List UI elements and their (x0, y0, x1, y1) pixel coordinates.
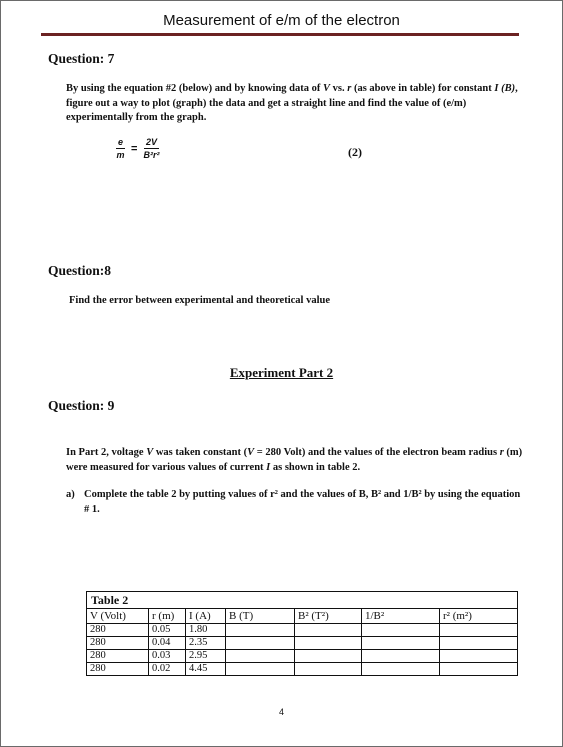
question-9-item-a (66, 487, 526, 517)
table-cell-empty[interactable] (440, 663, 518, 676)
table-caption-row (87, 592, 518, 609)
table-cell: 0.02 (149, 663, 186, 676)
table-cell-empty[interactable] (440, 650, 518, 663)
table-cell-empty[interactable] (440, 624, 518, 637)
table-header-cell: B (T) (226, 609, 295, 624)
equation-lhs-fraction: $\frac{e}{m}$ (116, 137, 125, 160)
table-header-cell: 1/B² (362, 609, 440, 624)
table-header-cell: I (A) (186, 609, 226, 624)
table-cell-empty[interactable] (226, 650, 295, 663)
equation-number: (2) (348, 145, 362, 159)
table-row (87, 624, 518, 637)
table-cell-empty[interactable] (362, 637, 440, 650)
table-header-cell: V (Volt) (87, 609, 149, 624)
table-header-cell: r² (m²) (440, 609, 518, 624)
question-9-text: In Part 2, voltage V was taken constant (V = 280 Volt) and the values of the electron beam radius r (m) were measured for various values of current I as shown in table 2. (66, 447, 523, 473)
table-caption: Table 2 (87, 592, 518, 609)
page-number: 4 (278, 707, 284, 717)
table-row (87, 650, 518, 663)
table-cell-empty[interactable] (295, 637, 362, 650)
table-cell-empty[interactable] (362, 650, 440, 663)
page-header-title: Measurement of e/m of the electron (163, 12, 400, 29)
question-8-text: Find the error between experimental and theoretical value (69, 295, 330, 306)
table-2 (86, 591, 518, 676)
table-cell-empty[interactable] (362, 663, 440, 676)
table-cell: 1.80 (186, 624, 226, 637)
table-cell: 4.45 (186, 663, 226, 676)
table-header-row (87, 609, 518, 624)
table-cell-empty[interactable] (226, 624, 295, 637)
table-cell: 280 (87, 663, 149, 676)
experiment-part-2-title: Experiment Part 2 (229, 365, 334, 380)
header-rule (41, 33, 519, 36)
table-cell: 280 (87, 624, 149, 637)
question-7-heading: Question: 7 (48, 51, 115, 66)
equation-rhs-fraction: $\frac{2V}{\text{B²r²}}$ (143, 137, 160, 160)
equation-2 (116, 137, 159, 160)
question-8-heading: Question:8 (48, 263, 112, 278)
table-row (87, 637, 518, 650)
table-cell-empty[interactable] (226, 663, 295, 676)
table-header-cell: B² (T²) (295, 609, 362, 624)
question-7-text: By using the equation #2 (below) and by knowing data of V vs. r (as above in table) for constant I (B), figure out a way to plot (graph) the data and get a straight line and find the value of (e/m) experimentally from the graph. (66, 83, 518, 123)
table-cell: 0.05 (149, 624, 186, 637)
item-a-label: a) (66, 489, 75, 500)
table-cell-empty[interactable] (362, 624, 440, 637)
table-cell: 280 (87, 650, 149, 663)
table-cell: 2.95 (186, 650, 226, 663)
table-cell-empty[interactable] (226, 637, 295, 650)
table-cell: 2.35 (186, 637, 226, 650)
table-cell-empty[interactable] (295, 624, 362, 637)
table-cell-empty[interactable] (295, 663, 362, 676)
question-9-heading: Question: 9 (48, 398, 115, 413)
table-cell: 0.04 (149, 637, 186, 650)
table-header-cell: r (m) (149, 609, 186, 624)
table-cell-empty[interactable] (440, 637, 518, 650)
table-cell: 280 (87, 637, 149, 650)
table-cell: 0.03 (149, 650, 186, 663)
equation-equals-sign: = (131, 142, 138, 155)
table-cell-empty[interactable] (295, 650, 362, 663)
table-row (87, 663, 518, 676)
item-a-text: Complete the table 2 by putting values of r² and the values of B, B² and 1/B² by using the equation # 1. (84, 489, 521, 515)
